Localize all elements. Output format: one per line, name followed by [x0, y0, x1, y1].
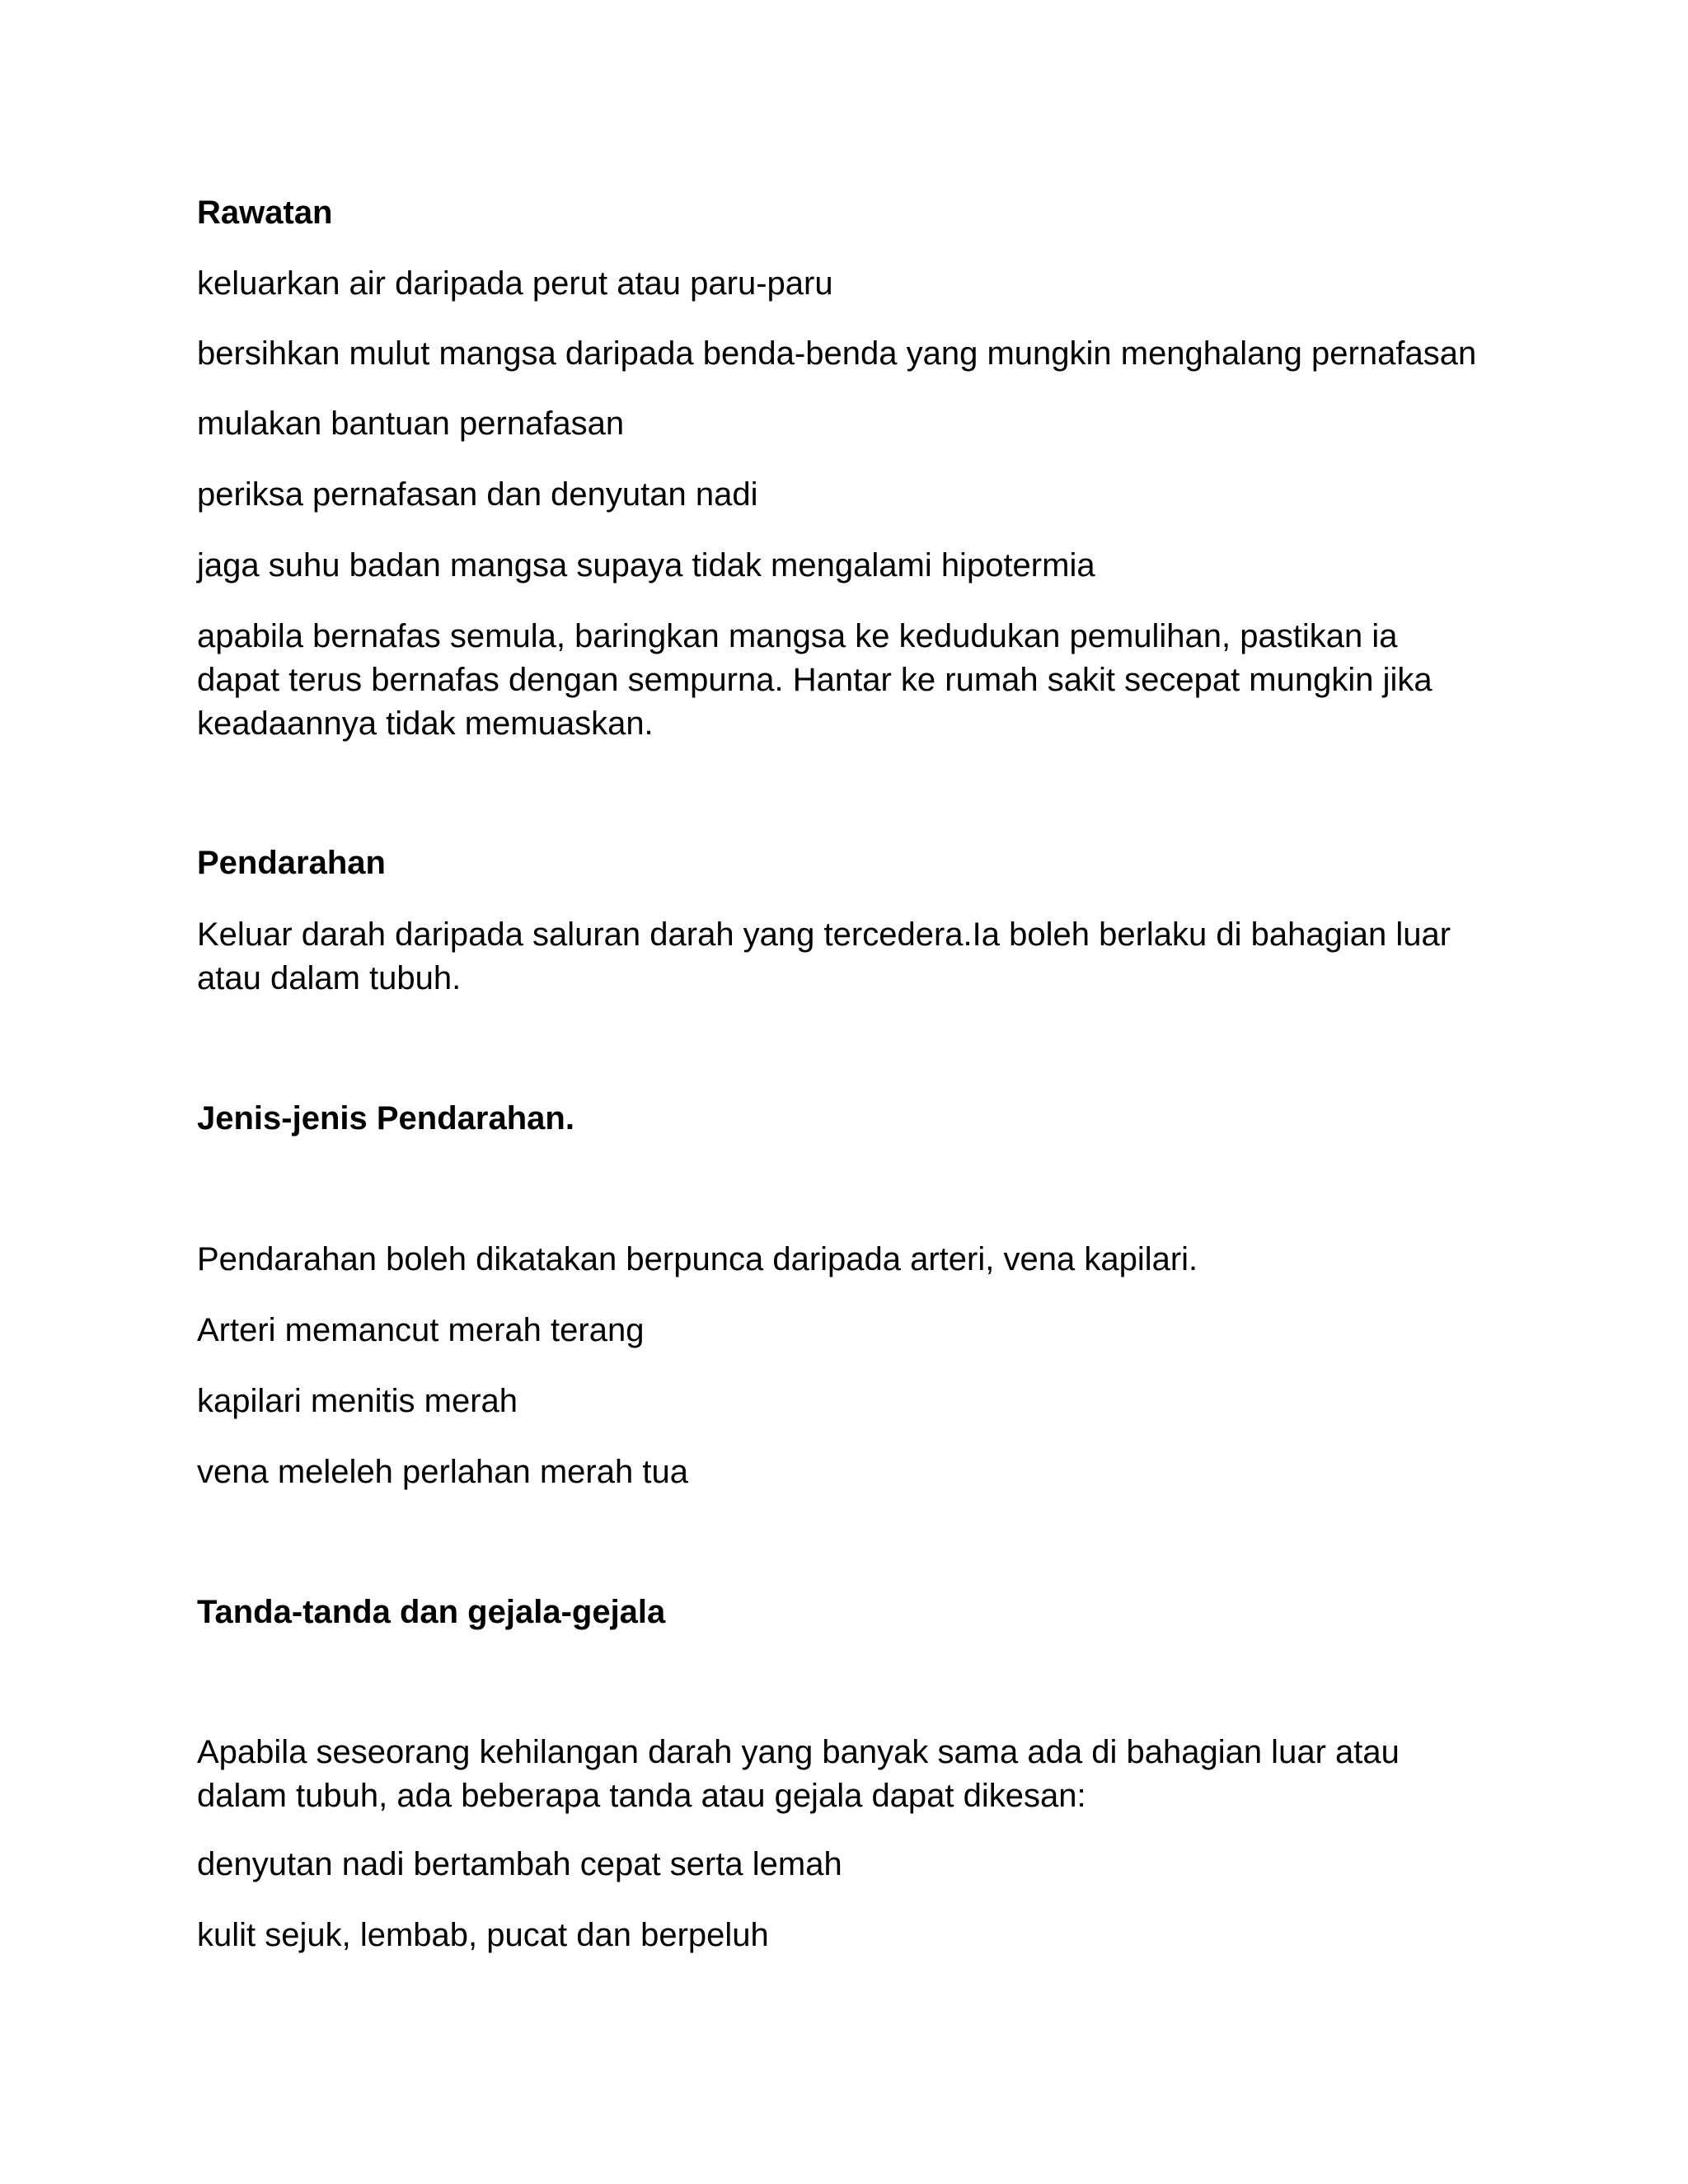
paragraph: mulakan bantuan pernafasan: [197, 405, 625, 442]
paragraph: Arteri memancut merah terang: [197, 1312, 645, 1348]
paragraph: Keluar darah daripada saluran darah yang tercedera.Ia boleh berlaku di bahagian luar atau dalam tubuh.: [197, 916, 1451, 996]
paragraph: kulit sejuk, lembab, pucat dan berpeluh: [197, 1917, 769, 1953]
paragraph: kapilari menitis merah: [197, 1383, 518, 1419]
paragraph: Apabila seseorang kehilangan darah yang banyak sama ada di bahagian luar atau dalam tubuh, ada beberapa tanda atau gejala dapat dikesan:: [197, 1734, 1400, 1814]
paragraph: apabila bernafas semula, baringkan mangsa ke kedudukan pemulihan, pastikan ia dapat terus bernafas dengan sempurna. Hantar ke rumah sakit secepat mungkin jika keadaannya tidak memuaskan.: [197, 618, 1432, 742]
heading-rawatan: Rawatan: [197, 194, 333, 231]
paragraph: jaga suhu badan mangsa supaya tidak mengalami hipotermia: [197, 547, 1095, 583]
heading-tanda-gejala: Tanda-tanda dan gejala-gejala: [197, 1594, 666, 1630]
paragraph: denyutan nadi bertambah cepat serta lemah: [197, 1846, 842, 1882]
paragraph: periksa pernafasan dan denyutan nadi: [197, 476, 758, 513]
paragraph: bersihkan mulut mangsa daripada benda-benda yang mungkin menghalang pernafasan: [197, 335, 1477, 372]
heading-pendarahan: Pendarahan: [197, 845, 386, 881]
paragraph: Pendarahan boleh dikatakan berpunca daripada arteri, vena kapilari.: [197, 1241, 1198, 1277]
paragraph: keluarkan air daripada perut atau paru-paru: [197, 265, 833, 302]
heading-jenis-pendarahan: Jenis-jenis Pendarahan.: [197, 1100, 574, 1137]
paragraph: vena meleleh perlahan merah tua: [197, 1454, 688, 1490]
